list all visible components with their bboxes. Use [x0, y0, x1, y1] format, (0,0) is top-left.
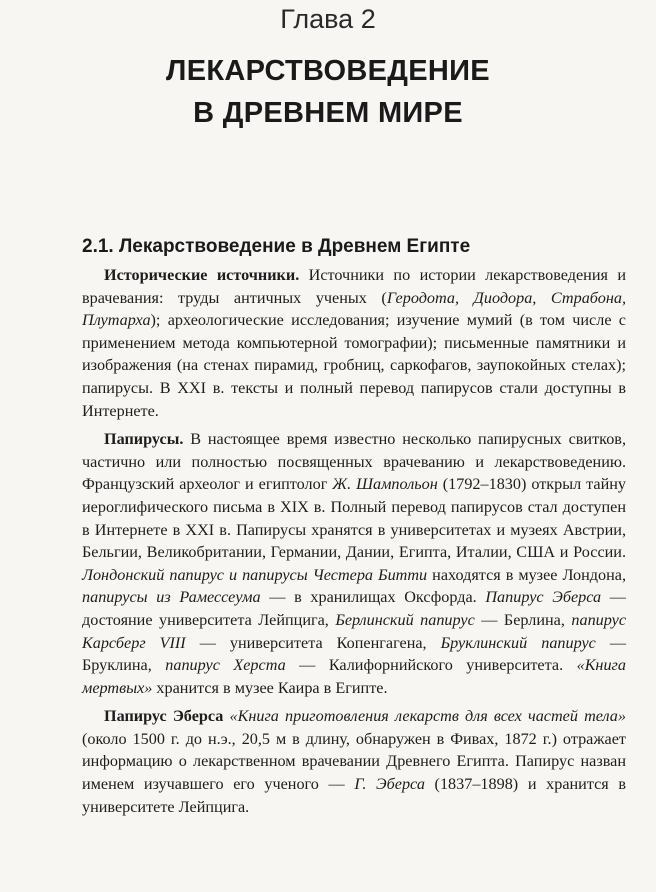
- chapter-title: [0, 50, 656, 134]
- paragraph-lead: Папирусы.: [104, 430, 184, 449]
- paragraph-papyri: [82, 428, 626, 699]
- text-run: (около 1500 г. до н.э., 20,5 м в длину, обнаружен в Фивах, 1872 г.) отражает информацию о лекарственном врачевании Древнего Египта. Папирус назван именем изучавшего его ученого —: [82, 729, 626, 794]
- italic-run: «Книга приготовления лекарств для всех частей тела»: [229, 707, 626, 726]
- text-run: хранится в музее Каира в Египте.: [152, 678, 388, 697]
- body-text: [82, 264, 626, 824]
- chapter-label: Глава 2: [280, 4, 376, 34]
- text-run: (1837–1898) и хранится в университете Лейпцига.: [82, 775, 627, 816]
- chapter-title-line-1: ЛЕКАРСТВОВЕДЕНИЕ: [166, 55, 490, 87]
- italic-run: Г. Эберса: [354, 775, 425, 794]
- paragraph-lead: Папирус Эберса: [104, 707, 224, 726]
- text-run: находятся в музее Лондона,: [427, 565, 626, 584]
- paragraph-ebers-papyrus: [82, 705, 626, 818]
- italic-run: папирусы из Рамессеума: [82, 588, 261, 607]
- italic-run: папирус Карсберг VIII: [82, 610, 626, 652]
- italic-run: Папирус Эберса: [485, 588, 602, 607]
- text-run: — в хранилищах Оксфорда.: [260, 588, 486, 607]
- italic-run: Ж. Шампольон: [332, 475, 438, 494]
- paragraph-historical-sources: [82, 264, 626, 422]
- italic-run: папирус Херста: [165, 656, 286, 675]
- text-run: В настоящее время известно несколько папирусных свитков, частично или полностью посвященных врачеванию и лекарствоведению. Французский археолог и египтолог: [82, 430, 626, 494]
- text-run: — Бруклина,: [82, 633, 627, 675]
- text-run: — университета Копенгагена,: [185, 633, 441, 652]
- italic-run: Бруклинский папирус: [440, 633, 596, 652]
- text-run: — достояние университета Лейпцига,: [82, 588, 626, 629]
- italic-run: Лондонский папирус и папирусы Честера Битти: [82, 565, 428, 584]
- text-run: (1792–1830) открыл тайну иероглифического письма в XIX в. Полный перевод папирусов стал доступен в Интернете в XXI в. Папирусы хранятся в университетах и музеях Австрии, Бельгии, Великобритании, Германии, Дании, Египта, Италии, США и России.: [82, 475, 627, 562]
- italic-run: «Книга мертвых»: [82, 656, 626, 697]
- italic-run: Берлинский папирус: [335, 610, 475, 629]
- text-run: — Калифорнийского университета.: [285, 656, 577, 675]
- paragraph-lead: Исторические источники.: [104, 266, 300, 284]
- chapter-title-line-2: В ДРЕВНЕМ МИРЕ: [193, 97, 463, 129]
- text-run: — Берлина,: [474, 610, 572, 629]
- section-title: 2.1. Лекарствоведение в Древнем Египте: [82, 236, 471, 257]
- text-run: ); археологические исследования; изучение мумий (в том числе с применением метода компьютерной томографии); письменные памятники и изображения (на стенах пирамид, гробниц, саркофагов, заупокойных стелах); папирусы. В XXI в. тексты и полный перевод папирусов стали доступны в Интернете.: [82, 311, 626, 420]
- text-run: Источники по истории лекарствоведения и врачевания: труды античных ученых (: [82, 266, 626, 307]
- italic-run: Геродота, Диодора, Страбона, Плутарха: [82, 288, 626, 330]
